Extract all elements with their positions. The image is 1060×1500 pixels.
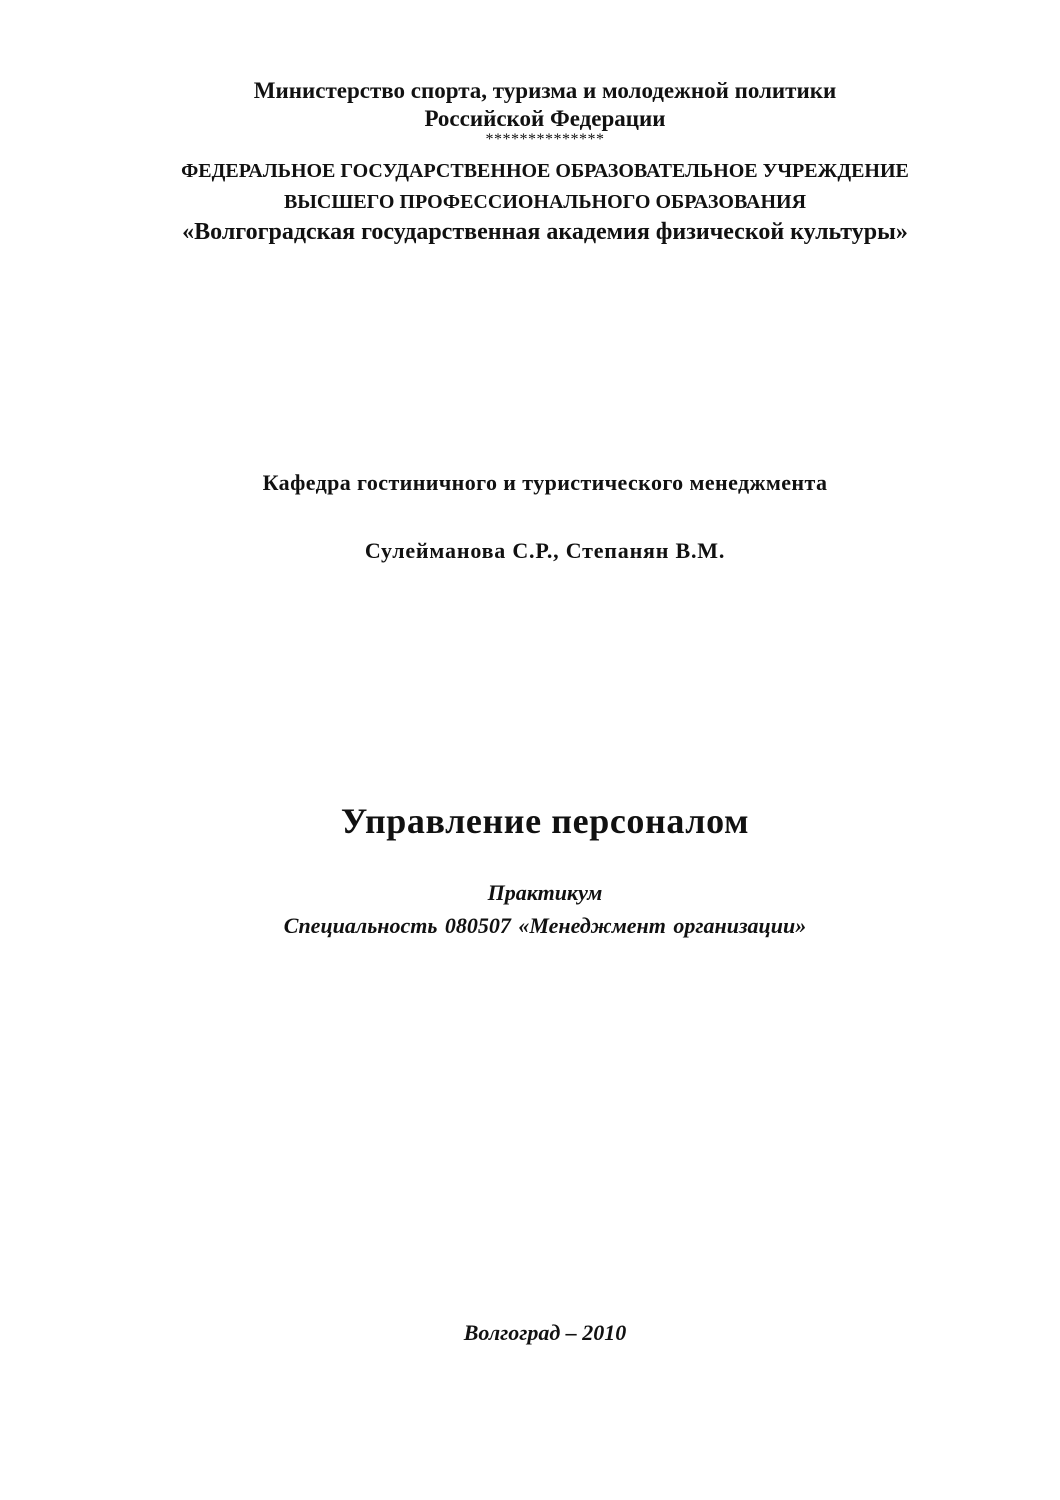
specialty: Специальность 080507 «Менеджмент организации» (283, 913, 807, 938)
institution-name-line3: «Волгоградская государственная академия физической культуры» (182, 219, 908, 245)
header-separator: ************** (485, 131, 605, 148)
authors: Сулейманова С.Р., Степанян В.М. (364, 538, 726, 563)
document-title: Управление персоналом (340, 801, 750, 841)
ministry-name-line1: Министерство спорта, туризма и молодежной политики (253, 78, 837, 103)
institution-name-line2: ВЫСШЕГО ПРОФЕССИОНАЛЬНОГО ОБРАЗОВАНИЯ (283, 191, 807, 213)
institution-name-line1: ФЕДЕРАЛЬНОЕ ГОСУДАРСТВЕННОЕ ОБРАЗОВАТЕЛЬНОЕ УЧРЕЖДЕНИЕ (181, 160, 909, 182)
department-name: Кафедра гостиничного и туристического менеджмента (262, 470, 828, 495)
ministry-name-line2: Российской Федерации (424, 106, 666, 131)
city-year: Волгоград – 2010 (463, 1320, 627, 1345)
document-type: Практикум (487, 880, 603, 905)
